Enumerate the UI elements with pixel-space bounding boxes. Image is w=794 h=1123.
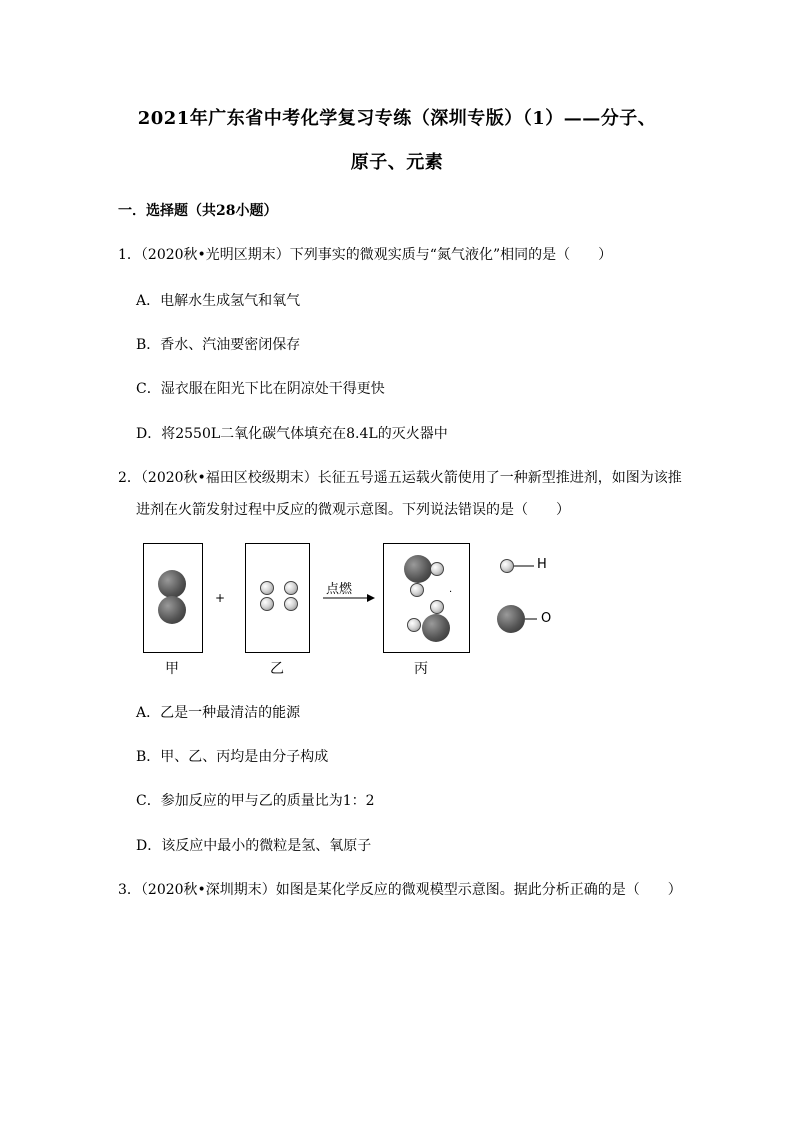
question-1-option-c: C．湿衣服在阳光下比在阴凉处干得更快: [136, 381, 385, 397]
hydrogen-atom: [260, 597, 274, 611]
box-label-jia: 甲: [165, 661, 179, 677]
hydrogen-atom: [407, 618, 421, 632]
question-3-stem: 3．（2020秋•深圳期末）如图是某化学反应的微观模型示意图。据此分析正确的是（ ）: [118, 882, 682, 898]
product-box-bing: [383, 543, 470, 653]
stray-dot: .: [449, 584, 453, 595]
document-title-line-1: 2021年广东省中考化学复习专练（深圳专版）（1）——分子、: [137, 108, 657, 129]
box-label-bing: 丙: [414, 661, 428, 677]
legend-connector: [525, 613, 539, 625]
question-2-option-b: B．甲、乙、丙均是由分子构成: [136, 749, 329, 765]
question-2-option-c: C．参加反应的甲与乙的质量比为1：2: [136, 793, 375, 809]
legend-h-label: H: [537, 557, 547, 572]
question-2-option-d: D．该反应中最小的微粒是氢、氧原子: [136, 838, 372, 854]
hydrogen-atom: [410, 583, 424, 597]
hydrogen-atom: [260, 581, 274, 595]
legend-oxygen-atom: [497, 605, 525, 633]
oxygen-atom: [422, 614, 450, 642]
oxygen-atom: [404, 555, 432, 583]
question-2-stem-line-1: 2．（2020秋•福田区校级期末）长征五号遥五运载火箭使用了一种新型推进剂，如图为该推: [118, 470, 682, 486]
hydrogen-atom: [284, 597, 298, 611]
question-1-option-d: D．将2550L二氧化碳气体填充在8.4L的灭火器中: [136, 426, 448, 442]
legend-o-label: O: [541, 611, 552, 626]
legend-connector: [514, 560, 536, 572]
box-label-yi: 乙: [270, 661, 284, 677]
question-2-option-a: A．乙是一种最清洁的能源: [136, 705, 301, 721]
document-title-line-2: 原子、元素: [350, 152, 444, 173]
question-2-stem-line-2: 进剂在火箭发射过程中反应的微观示意图。下列说法错误的是（ ）: [136, 502, 570, 518]
question-1-option-a: A．电解水生成氢气和氧气: [136, 293, 301, 309]
reaction-condition: 点燃: [326, 582, 353, 597]
question-1-stem: 1．（2020秋•光明区期末）下列事实的微观实质与“氮气液化”相同的是（ ）: [118, 247, 613, 263]
oxygen-atom: [158, 596, 186, 624]
reactant-box-jia: [143, 543, 203, 653]
plus-sign: +: [215, 591, 226, 605]
reaction-arrow: [321, 592, 377, 604]
oxygen-atom: [158, 570, 186, 598]
reactant-box-yi: [245, 543, 310, 653]
hydrogen-atom: [430, 600, 444, 614]
question-1-option-b: B．香水、汽油要密闭保存: [136, 337, 301, 353]
hydrogen-atom: [430, 562, 444, 576]
legend-hydrogen-atom: [500, 559, 514, 573]
hydrogen-atom: [284, 581, 298, 595]
section-heading: 一．选择题（共28小题）: [118, 203, 278, 219]
